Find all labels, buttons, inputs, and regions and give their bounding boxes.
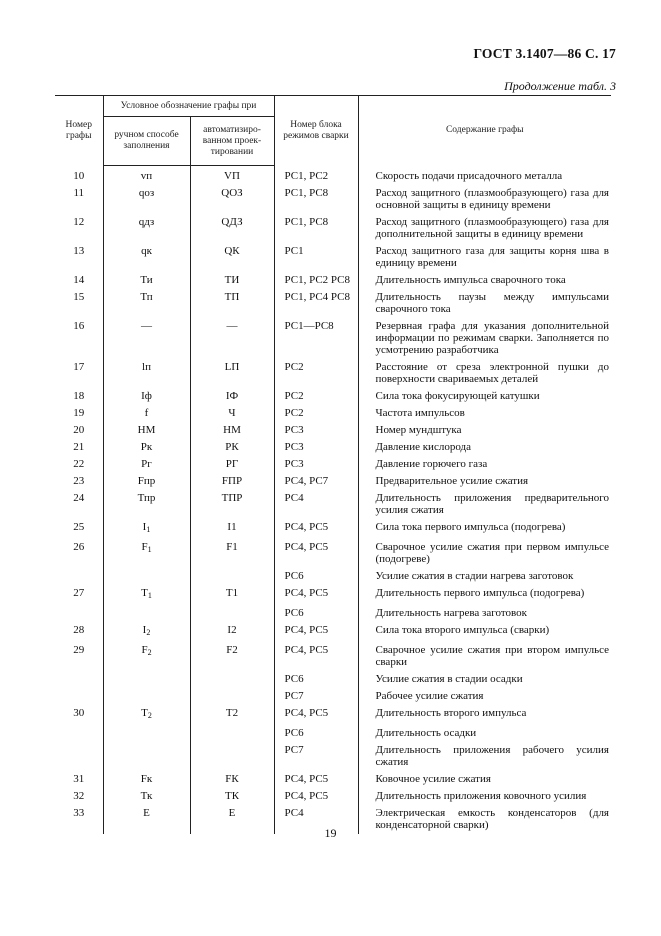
row-block-number: РС3 xyxy=(274,422,358,439)
row-content: Резервная графа для указания дополнительной информации по режимам сварки. Заполняется по усмотрению разработчика xyxy=(358,318,611,359)
row-block-number: РС4, РС5 xyxy=(274,539,358,568)
row-block-number: РС6 xyxy=(274,725,358,742)
table-row xyxy=(55,605,611,622)
table-row xyxy=(55,272,611,289)
row-auto-symbol: F2 xyxy=(190,642,274,671)
row-number: 16 xyxy=(55,318,103,359)
row-content: Усилие сжатия в стадии осадки xyxy=(358,671,611,688)
row-content: Сила тока второго импульса (сварки) xyxy=(358,622,611,642)
row-manual-symbol: Fк xyxy=(103,771,190,788)
row-content: Длительность приложения ковочного усилия xyxy=(358,788,611,805)
row-content: Рабочее усилие сжатия xyxy=(358,688,611,705)
row-auto-symbol: ТПР xyxy=(190,490,274,519)
row-number: 24 xyxy=(55,490,103,519)
row-manual-symbol: qк xyxy=(103,243,190,272)
table-row xyxy=(55,725,611,742)
row-manual-symbol: $F_2$ xyxy=(103,642,190,671)
row-block-number: РС4, РС7 xyxy=(274,473,358,490)
row-manual-symbol xyxy=(103,725,190,742)
row-number: 27 xyxy=(55,585,103,605)
row-number: 33 xyxy=(55,805,103,834)
row-manual-symbol: Рк xyxy=(103,439,190,456)
row-auto-symbol: ТИ xyxy=(190,272,274,289)
row-auto-symbol: НМ xyxy=(190,422,274,439)
row-number xyxy=(55,671,103,688)
row-content: Расход защитного (плазмообразующего) газа для дополнительной защиты в единицу времени xyxy=(358,214,611,243)
row-manual-symbol: Е xyxy=(103,805,190,834)
row-number: 18 xyxy=(55,388,103,405)
row-content: Ковочное усилие сжатия xyxy=(358,771,611,788)
row-number: 23 xyxy=(55,473,103,490)
row-block-number: РС2 xyxy=(274,359,358,388)
row-manual-symbol: НМ xyxy=(103,422,190,439)
symbol-subscript: 1 xyxy=(147,545,152,554)
row-auto-symbol: LП xyxy=(190,359,274,388)
row-content: Расход защитного (плазмообразующего) газа для основной защиты в единицу времени xyxy=(358,185,611,214)
row-block-number: РС7 xyxy=(274,688,358,705)
row-block-number: РС1, РС8 xyxy=(274,185,358,214)
table-row xyxy=(55,456,611,473)
row-block-number: РС4, РС5 xyxy=(274,788,358,805)
row-manual-symbol xyxy=(103,742,190,771)
row-manual-symbol: Тп xyxy=(103,289,190,318)
row-manual-symbol xyxy=(103,671,190,688)
row-manual-symbol: $Т_2$ xyxy=(103,705,190,725)
row-content: Расход защитного газа для защиты корня шва в единицу времени xyxy=(358,243,611,272)
row-number: 29 xyxy=(55,642,103,671)
row-number xyxy=(55,688,103,705)
row-manual-symbol: Тпр xyxy=(103,490,190,519)
row-manual-symbol: $F_1$ xyxy=(103,539,190,568)
row-block-number: РС4 xyxy=(274,805,358,834)
row-block-number: РС4 xyxy=(274,490,358,519)
table-row xyxy=(55,671,611,688)
row-auto-symbol: I2 xyxy=(190,622,274,642)
row-content: Сварочное усилие сжатия при втором импульсе сварки xyxy=(358,642,611,671)
row-content: Длительность первого импульса (подогрева) xyxy=(358,585,611,605)
table-row xyxy=(55,439,611,456)
row-number: 30 xyxy=(55,705,103,725)
row-content: Длительность второго импульса xyxy=(358,705,611,725)
row-number: 15 xyxy=(55,289,103,318)
row-block-number: РС1—РС8 xyxy=(274,318,358,359)
row-manual-symbol: $Т_1$ xyxy=(103,585,190,605)
welding-modes-table xyxy=(55,95,611,834)
page-number: 19 xyxy=(324,826,337,840)
row-content: Сварочное усилие сжатия при первом импульсе (подогреве) xyxy=(358,539,611,568)
row-auto-symbol: РК xyxy=(190,439,274,456)
row-auto-symbol xyxy=(190,688,274,705)
row-number xyxy=(55,742,103,771)
table-row xyxy=(55,519,611,539)
row-auto-symbol: ТК xyxy=(190,788,274,805)
row-number: 10 xyxy=(55,166,103,186)
table-body xyxy=(55,166,611,835)
table-row xyxy=(55,318,611,359)
header-symbol-group: Условное обозначение графы при xyxy=(103,96,274,117)
row-auto-symbol: QДЗ xyxy=(190,214,274,243)
row-block-number: РС1, РС8 xyxy=(274,214,358,243)
row-content: Усилие сжатия в стадии нагрева заготовок xyxy=(358,568,611,585)
row-number: 31 xyxy=(55,771,103,788)
row-block-number: РС7 xyxy=(274,742,358,771)
row-content: Сила тока первого импульса (подогрева) xyxy=(358,519,611,539)
row-number: 11 xyxy=(55,185,103,214)
row-content: Длительность паузы между импульсами сварочного тока xyxy=(358,289,611,318)
row-block-number: РС4, РС5 xyxy=(274,705,358,725)
row-block-number: РС6 xyxy=(274,671,358,688)
row-number: 20 xyxy=(55,422,103,439)
row-auto-symbol xyxy=(190,605,274,622)
row-manual-symbol: $I_1$ xyxy=(103,519,190,539)
row-block-number: РС2 xyxy=(274,388,358,405)
table-row xyxy=(55,422,611,439)
row-auto-symbol: VП xyxy=(190,166,274,186)
row-content: Электрическая емкость конденсаторов (для конденсаторной сварки) xyxy=(358,805,611,834)
table-row xyxy=(55,742,611,771)
row-number: 17 xyxy=(55,359,103,388)
row-auto-symbol: Ч xyxy=(190,405,274,422)
row-manual-symbol: Iф xyxy=(103,388,190,405)
row-auto-symbol: — xyxy=(190,318,274,359)
row-block-number: РС1 xyxy=(274,243,358,272)
row-block-number: РС3 xyxy=(274,456,358,473)
symbol-subscript: 1 xyxy=(147,591,152,600)
row-auto-symbol: FК xyxy=(190,771,274,788)
row-auto-symbol: Е xyxy=(190,805,274,834)
row-block-number: РС3 xyxy=(274,439,358,456)
row-content: Длительность нагрева заготовок xyxy=(358,605,611,622)
row-block-number: РС1, РС2 xyxy=(274,166,358,186)
row-content: Частота импульсов xyxy=(358,405,611,422)
row-number: 13 xyxy=(55,243,103,272)
table-row xyxy=(55,243,611,272)
table-row xyxy=(55,185,611,214)
row-content: Предварительное усилие сжатия xyxy=(358,473,611,490)
table-continuation-label: Продолжение табл. 3 xyxy=(504,79,616,93)
row-content: Длительность приложения предварительного усилия сжатия xyxy=(358,490,611,519)
row-auto-symbol xyxy=(190,568,274,585)
header-block-number: Номер блока режимов сварки xyxy=(274,96,358,166)
table-row xyxy=(55,642,611,671)
row-block-number: РС4, РС5 xyxy=(274,622,358,642)
row-auto-symbol xyxy=(190,742,274,771)
table-row xyxy=(55,688,611,705)
symbol-subscript: 2 xyxy=(147,711,152,720)
row-auto-symbol xyxy=(190,671,274,688)
row-number xyxy=(55,568,103,585)
row-block-number: РС6 xyxy=(274,605,358,622)
table-row xyxy=(55,214,611,243)
row-content: Длительность импульса сварочного тока xyxy=(358,272,611,289)
row-auto-symbol xyxy=(190,725,274,742)
row-block-number: РС1, РС2 РС8 xyxy=(274,272,358,289)
row-auto-symbol: I1 xyxy=(190,519,274,539)
row-number: 28 xyxy=(55,622,103,642)
table-row xyxy=(55,788,611,805)
header-auto-design: автоматизиро- ванном проек- тировании xyxy=(190,117,274,166)
table-row xyxy=(55,359,611,388)
row-block-number: РС6 xyxy=(274,568,358,585)
row-number: 22 xyxy=(55,456,103,473)
row-number xyxy=(55,725,103,742)
row-content: Длительность осадки xyxy=(358,725,611,742)
table-row xyxy=(55,473,611,490)
row-auto-symbol: F1 xyxy=(190,539,274,568)
row-block-number: РС1, РС4 РС8 xyxy=(274,289,358,318)
table-row xyxy=(55,388,611,405)
row-content: Номер мундштука xyxy=(358,422,611,439)
header-manual-fill: ручном способе заполнения xyxy=(103,117,190,166)
symbol-subscript: 2 xyxy=(147,648,152,657)
row-manual-symbol xyxy=(103,568,190,585)
row-number: 21 xyxy=(55,439,103,456)
row-auto-symbol: Т2 xyxy=(190,705,274,725)
document-standard-header: ГОСТ 3.1407—86 С. 17 xyxy=(473,46,616,61)
row-number: 14 xyxy=(55,272,103,289)
row-content: Скорость подачи присадочного металла xyxy=(358,166,611,186)
row-content: Расстояние от среза электронной пушки до поверхности свариваемых деталей xyxy=(358,359,611,388)
table-row xyxy=(55,405,611,422)
row-block-number: РС4, РС5 xyxy=(274,642,358,671)
row-manual-symbol: qдз xyxy=(103,214,190,243)
row-block-number: РС4, РС5 xyxy=(274,519,358,539)
row-manual-symbol: f xyxy=(103,405,190,422)
row-manual-symbol: lп xyxy=(103,359,190,388)
row-auto-symbol: Т1 xyxy=(190,585,274,605)
row-content: Давление кислорода xyxy=(358,439,611,456)
row-auto-symbol: IФ xyxy=(190,388,274,405)
row-content: Сила тока фокусирующей катушки xyxy=(358,388,611,405)
row-block-number: РС4, РС5 xyxy=(274,771,358,788)
row-manual-symbol: Fпр xyxy=(103,473,190,490)
row-manual-symbol xyxy=(103,688,190,705)
table-row xyxy=(55,771,611,788)
header-graph-number: Номер графы xyxy=(55,96,103,166)
row-manual-symbol xyxy=(103,605,190,622)
table-row xyxy=(55,622,611,642)
row-block-number: РС4, РС5 xyxy=(274,585,358,605)
table-row xyxy=(55,585,611,605)
row-number: 26 xyxy=(55,539,103,568)
row-number: 32 xyxy=(55,788,103,805)
row-auto-symbol: FПР xyxy=(190,473,274,490)
row-manual-symbol: Рг xyxy=(103,456,190,473)
row-auto-symbol: РГ xyxy=(190,456,274,473)
row-manual-symbol: Тк xyxy=(103,788,190,805)
row-manual-symbol: qоз xyxy=(103,185,190,214)
table-row xyxy=(55,539,611,568)
header-content: Содержание графы xyxy=(358,96,611,166)
row-manual-symbol: Ти xyxy=(103,272,190,289)
row-auto-symbol: ТП xyxy=(190,289,274,318)
row-number: 19 xyxy=(55,405,103,422)
row-auto-symbol: QК xyxy=(190,243,274,272)
row-manual-symbol: $I_2$ xyxy=(103,622,190,642)
table-row xyxy=(55,289,611,318)
row-manual-symbol: — xyxy=(103,318,190,359)
row-block-number: РС2 xyxy=(274,405,358,422)
table-row xyxy=(55,166,611,186)
row-manual-symbol: vп xyxy=(103,166,190,186)
table-row xyxy=(55,490,611,519)
row-content: Длительность приложения рабочего усилия сжатия xyxy=(358,742,611,771)
row-auto-symbol: QОЗ xyxy=(190,185,274,214)
symbol-subscript: 2 xyxy=(146,628,151,637)
table-row xyxy=(55,705,611,725)
row-number xyxy=(55,605,103,622)
symbol-subscript: 1 xyxy=(146,525,151,534)
table-row xyxy=(55,568,611,585)
row-number: 12 xyxy=(55,214,103,243)
row-number: 25 xyxy=(55,519,103,539)
row-content: Давление горючего газа xyxy=(358,456,611,473)
